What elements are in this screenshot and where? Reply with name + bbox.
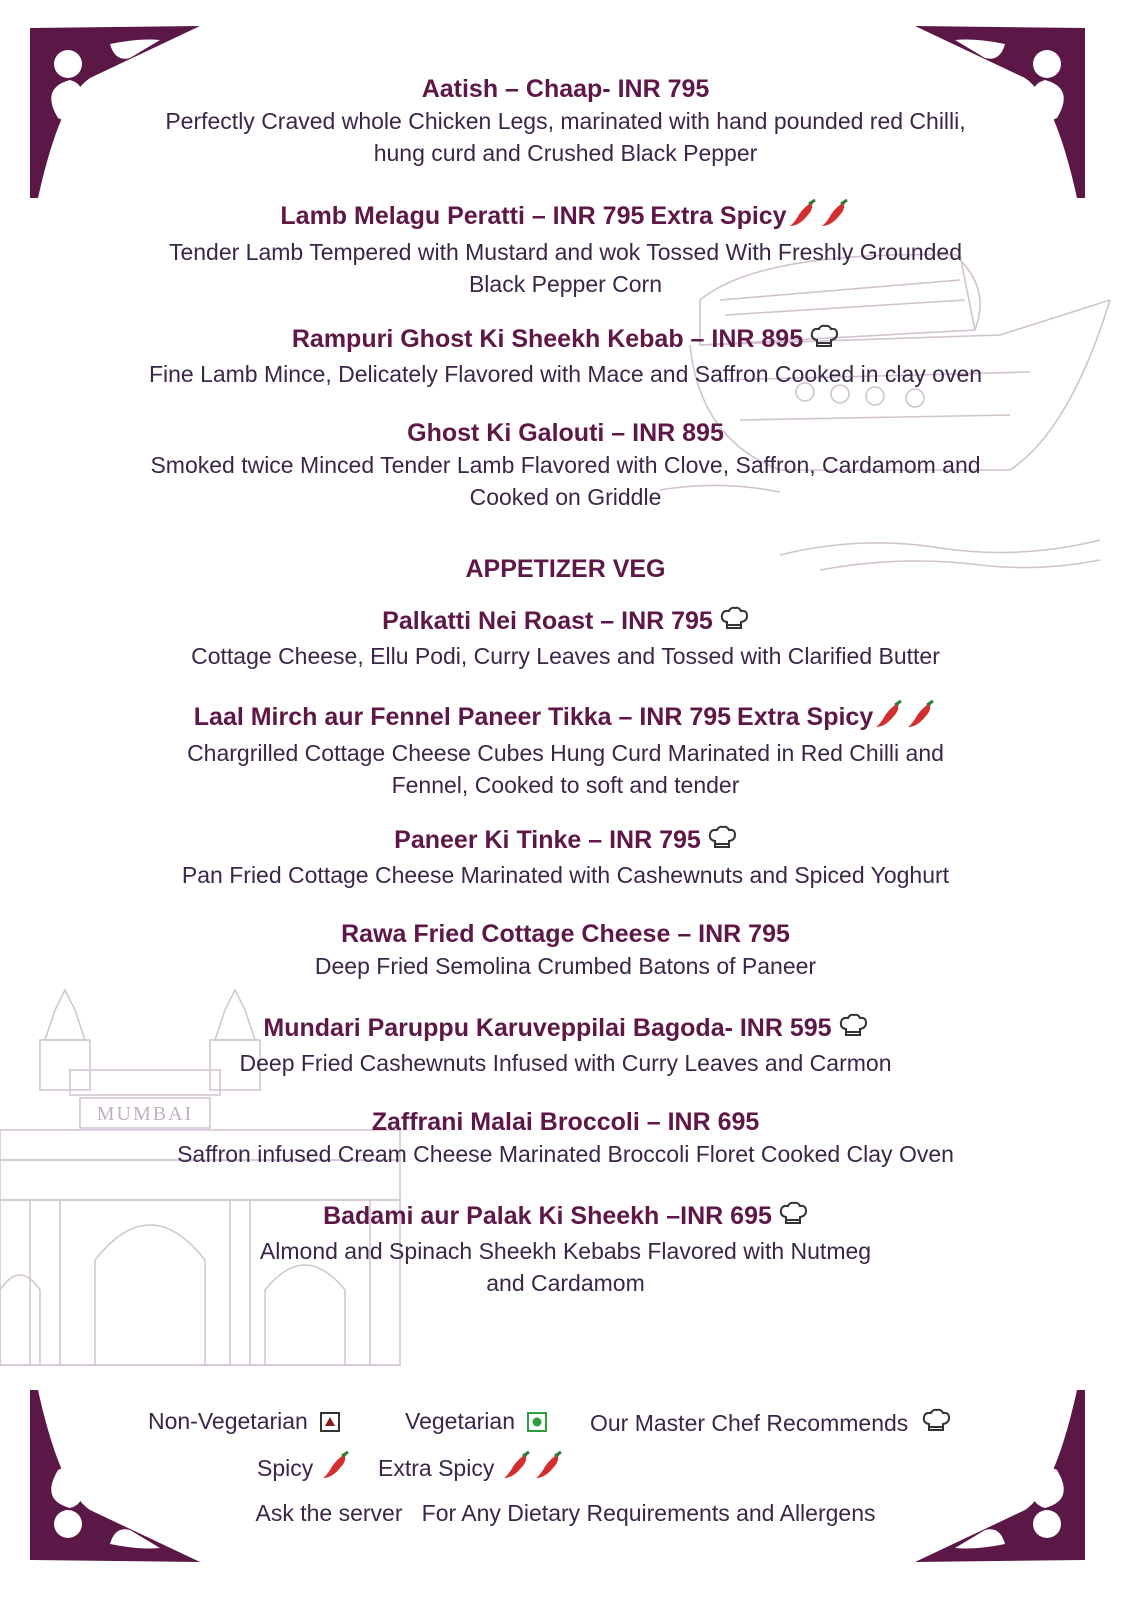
- chili-icon: [905, 699, 937, 737]
- menu-item-title-row: [0, 198, 1131, 236]
- chef-hat-icon: [809, 324, 839, 358]
- legend-spicy: [257, 1450, 352, 1482]
- chili-icon: [320, 1450, 352, 1480]
- chef-hat-icon: [707, 825, 737, 859]
- menu-item-description: Cottage Cheese, Ellu Podi, Curry Leaves and Tossed with Clarified Butter: [191, 643, 940, 669]
- menu-item-description: Black Pepper Corn: [468, 271, 663, 297]
- menu-item-title-row: [0, 605, 1131, 640]
- menu-item: [0, 1200, 1131, 1299]
- chef-hat-icon: [838, 1013, 868, 1047]
- menu-item: [0, 417, 1131, 513]
- legend-veg: [405, 1408, 547, 1435]
- menu-item-title: Ghost Ki Galouti – INR 895: [407, 419, 724, 447]
- menu-item-title-row: [0, 1106, 1131, 1138]
- menu-item-title: Laal Mirch aur Fennel Paneer Tikka – INR 795: [193, 703, 732, 731]
- menu-item-title-row: [0, 824, 1131, 859]
- legend-extra-spicy-label: Extra Spicy: [378, 1455, 495, 1481]
- chef-hat-icon: [778, 1201, 808, 1235]
- ornament-bottom-left: [20, 1380, 210, 1570]
- menu-item-description: Tender Lamb Tempered with Mustard and wok Tossed With Freshly Grounded: [168, 239, 963, 265]
- menu-item: [0, 824, 1131, 891]
- menu-item: [0, 1012, 1131, 1079]
- chili-icon: [819, 198, 851, 236]
- menu-item-description: Saffron infused Cream Cheese Marinated Broccoli Floret Cooked Clay Oven: [177, 1141, 954, 1167]
- chef-hat-icon: [719, 606, 749, 640]
- menu-item-description: and Cardamom: [486, 1270, 645, 1296]
- menu-item-title-row: [0, 1012, 1131, 1047]
- menu-item: [0, 918, 1131, 982]
- menu-item-title-row: [0, 417, 1131, 449]
- menu-item: [0, 699, 1131, 801]
- section-heading-appetizer-veg: APPETIZER VEG: [465, 555, 666, 583]
- nonveg-icon: [320, 1412, 340, 1432]
- menu-item-description: Deep Fried Semolina Crumbed Batons of Paneer: [314, 953, 817, 979]
- chili-icon: [501, 1450, 533, 1480]
- menu-item-title: Mundari Paruppu Karuveppilai Bagoda- INR 595: [263, 1014, 832, 1042]
- menu-item-title-row: [0, 1200, 1131, 1235]
- menu-item-title-row: [0, 699, 1131, 737]
- menu-item: [0, 323, 1131, 390]
- menu-item-description: Fennel, Cooked to soft and tender: [391, 772, 740, 798]
- menu-item-title: Aatish – Chaap- INR 795: [421, 75, 710, 103]
- legend-veg-label: Vegetarian: [405, 1408, 515, 1434]
- legend-nonveg-label: Non-Vegetarian: [148, 1408, 308, 1434]
- spice-level-label: Extra Spicy: [650, 202, 787, 230]
- menu-item-title: Rawa Fried Cottage Cheese – INR 795: [341, 920, 790, 948]
- chili-icon: [533, 1450, 565, 1480]
- legend-extra-spicy: [378, 1450, 565, 1482]
- menu-item-description: hung curd and Crushed Black Pepper: [373, 140, 758, 166]
- menu-item-title-row: [0, 323, 1131, 358]
- menu-item-description: Almond and Spinach Sheekh Kebabs Flavored with Nutmeg: [259, 1238, 872, 1264]
- menu-item-title: Badami aur Palak Ki Sheekh –INR 695: [323, 1202, 772, 1230]
- menu-item-description: Fine Lamb Mince, Delicately Flavored with Mace and Saffron Cooked in clay oven: [148, 361, 983, 387]
- menu-item-title-row: [0, 73, 1131, 105]
- menu-item: [0, 605, 1131, 672]
- menu-item-description: Perfectly Craved whole Chicken Legs, marinated with hand pounded red Chilli,: [165, 108, 966, 134]
- menu-item-title: Paneer Ki Tinke – INR 795: [394, 826, 701, 854]
- menu-item: [0, 73, 1131, 169]
- menu-item-title: Zaffrani Malai Broccoli – INR 695: [371, 1108, 760, 1136]
- menu-item-title: Rampuri Ghost Ki Sheekh Kebab – INR 895: [291, 325, 804, 353]
- chili-icon: [787, 198, 819, 236]
- chili-icon: [873, 699, 905, 737]
- menu-item: [0, 1106, 1131, 1170]
- legend-chef: [590, 1408, 951, 1437]
- menu-item-description: Smoked twice Minced Tender Lamb Flavored with Clove, Saffron, Cardamom and: [150, 452, 981, 478]
- menu-item-description: Pan Fried Cottage Cheese Marinated with Cashewnuts and Spiced Yoghurt: [181, 862, 950, 888]
- ornament-bottom-right: [905, 1380, 1095, 1570]
- boat-drawing: [660, 255, 1110, 570]
- spice-level-label: Extra Spicy: [737, 703, 874, 731]
- menu-item-description: Cooked on Griddle: [469, 484, 662, 510]
- gateway-label: MUMBAI: [96, 1103, 194, 1125]
- menu-item-title-row: [0, 918, 1131, 950]
- veg-icon: [527, 1412, 547, 1432]
- legend-chef-label: Our Master Chef Recommends: [590, 1410, 909, 1436]
- dietary-note: Ask the server For Any Dietary Requirements and Allergens: [255, 1500, 876, 1526]
- menu-item: [0, 198, 1131, 300]
- menu-item-title: Lamb Melagu Peratti – INR 795: [280, 202, 645, 230]
- menu-item-description: Deep Fried Cashewnuts Infused with Curry Leaves and Carmon: [239, 1050, 892, 1076]
- legend-spicy-label: Spicy: [257, 1455, 314, 1481]
- menu-item-description: Chargrilled Cottage Cheese Cubes Hung Curd Marinated in Red Chilli and: [187, 740, 944, 766]
- menu-item-title: Palkatti Nei Roast – INR 795: [382, 607, 713, 635]
